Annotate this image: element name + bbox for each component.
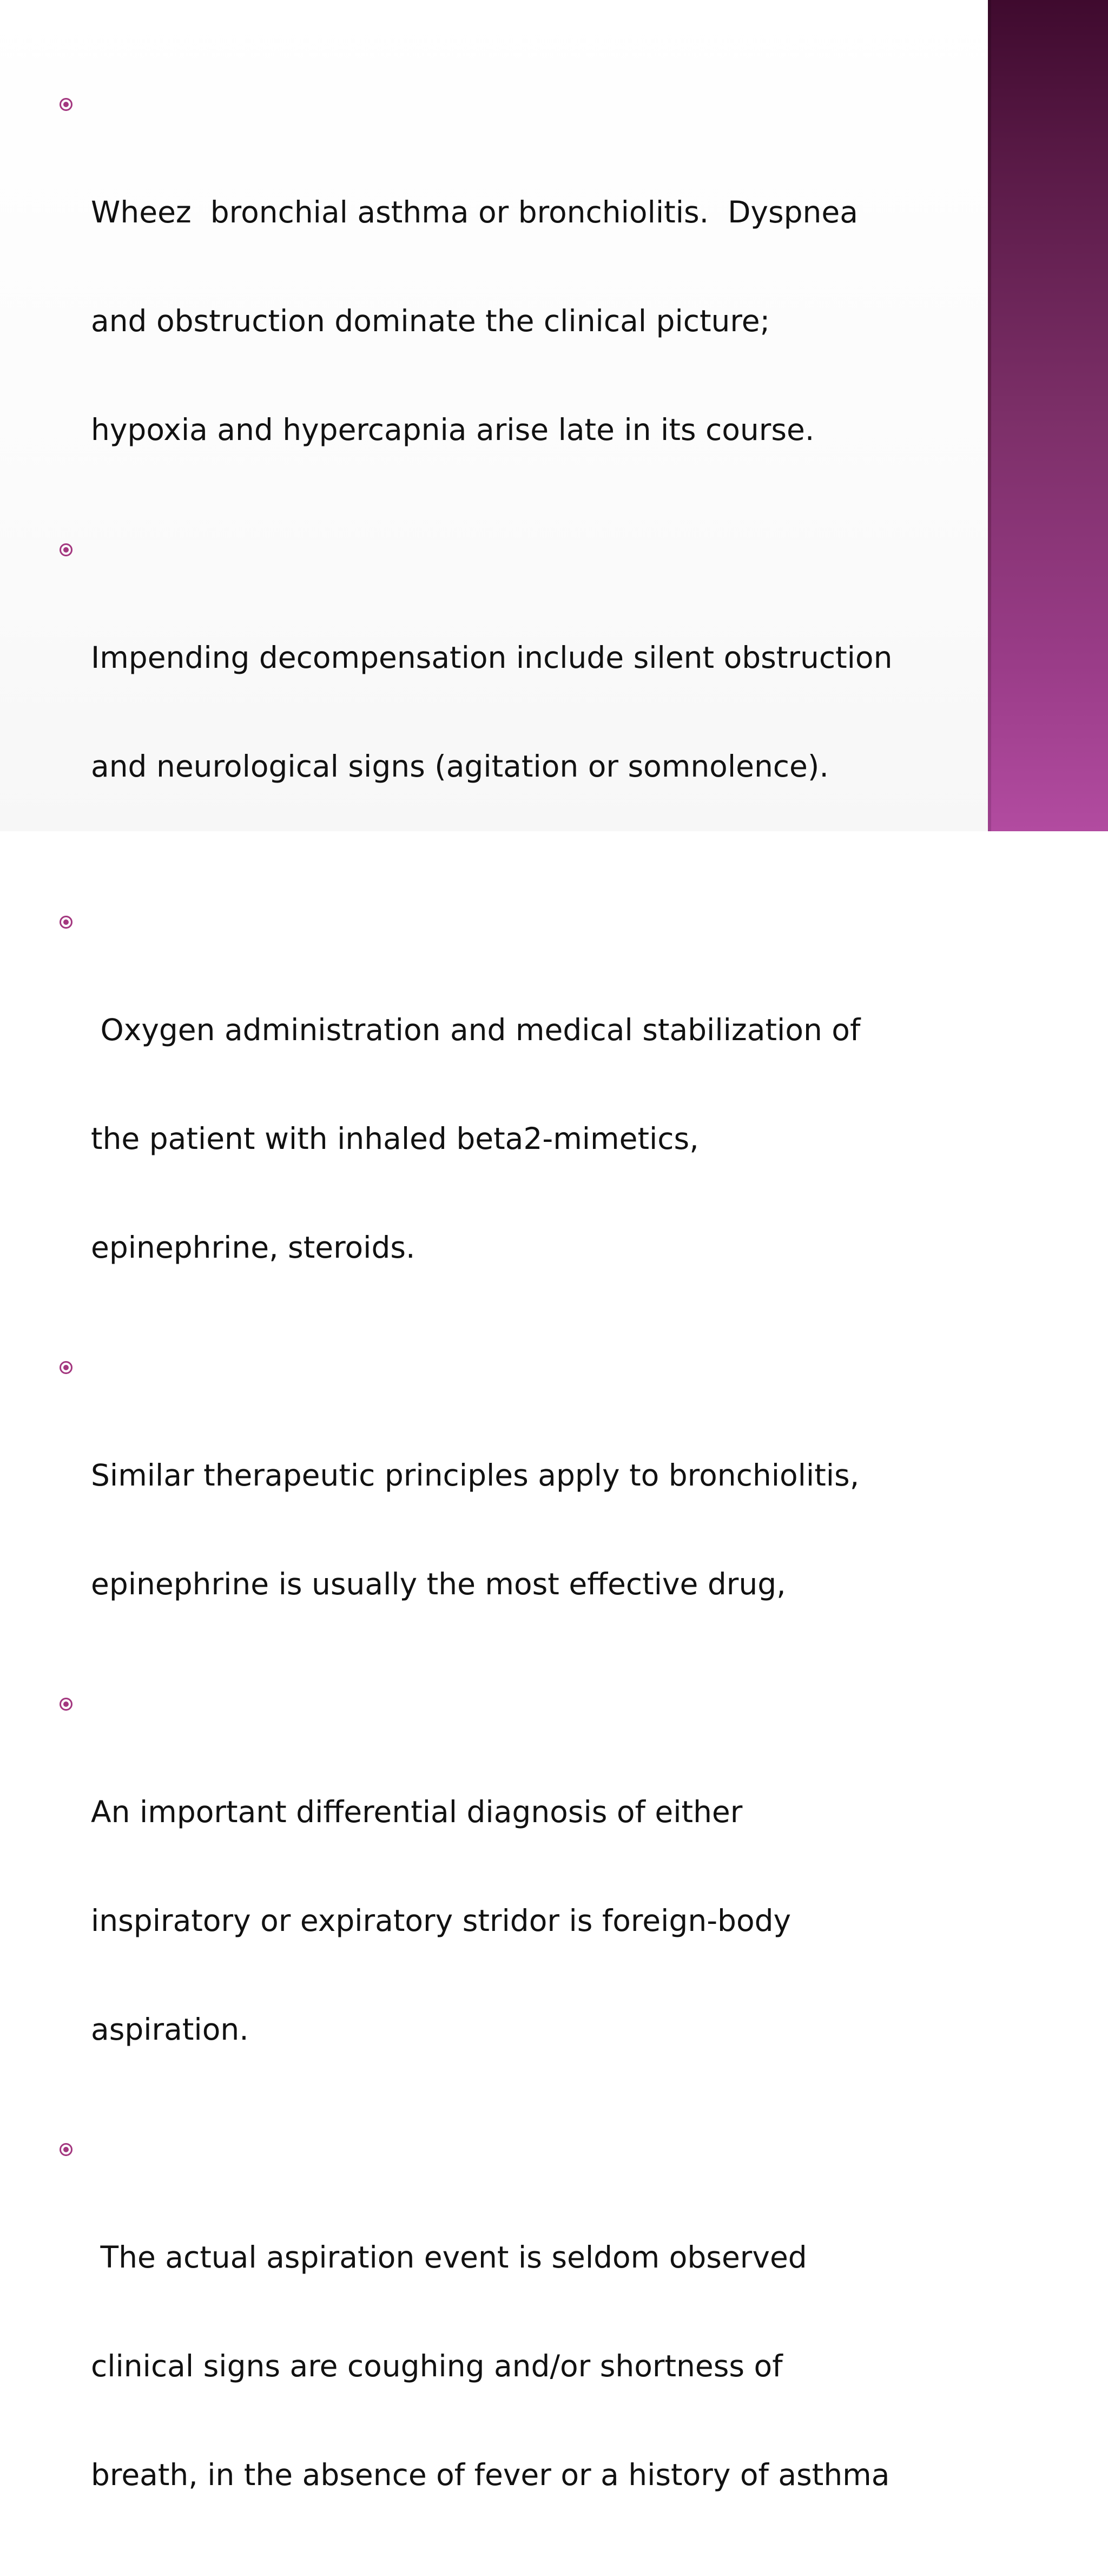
bullet-item-bronchiolitis	[54, 1349, 974, 1675]
bullet-line: Oxygen administration and medical stabilization of	[91, 1013, 861, 1047]
bullet-item-wheeze	[54, 86, 974, 521]
circle-dot-bullet-icon	[60, 543, 72, 556]
bullet-item-oxygen	[54, 903, 974, 1338]
slide-body	[54, 86, 974, 2576]
circle-dot-bullet-icon	[60, 916, 72, 929]
bullet-item-differential	[54, 1685, 974, 2120]
bullet-line: Similar therapeutic principles apply to bronchiolitis,	[91, 1458, 860, 1493]
bullet-line: Impending decompensation include silent obstruction	[91, 640, 893, 675]
bullet-item-decompensation	[54, 531, 974, 857]
bullet-line: the patient with inhaled beta2-mimetics,	[91, 1121, 699, 1156]
bullet-line: epinephrine, steroids.	[91, 1230, 416, 1265]
bullet-line: hypoxia and hypercapnia arise late in its course.	[91, 412, 815, 447]
bullet-line: breath, in the absence of fever or a history of asthma	[91, 2457, 890, 2492]
circle-dot-bullet-icon	[60, 98, 72, 111]
decorative-sidebar	[988, 0, 1108, 831]
bullet-item-aspiration	[54, 2131, 974, 2566]
bullet-line: Wheez bronchial asthma or bronchiolitis. Dyspnea	[91, 195, 858, 229]
bullet-line: aspiration.	[91, 2012, 249, 2047]
bullet-line: inspiratory or expiratory stridor is foreign-body	[91, 1903, 792, 1938]
bullet-line: clinical signs are coughing and/or shortness of	[91, 2349, 783, 2383]
circle-dot-bullet-icon	[60, 1698, 72, 1711]
circle-dot-bullet-icon	[60, 2143, 72, 2156]
bullet-line: epinephrine is usually the most effective drug,	[91, 1567, 786, 1601]
bullet-line: An important differential diagnosis of either	[91, 1795, 743, 1829]
bullet-list	[54, 86, 974, 2566]
bullet-line: and obstruction dominate the clinical picture;	[91, 304, 770, 338]
bullet-line: The actual aspiration event is seldom observed	[91, 2240, 807, 2275]
bullet-line: and neurological signs (agitation or somnolence).	[91, 749, 829, 784]
circle-dot-bullet-icon	[60, 1361, 72, 1374]
